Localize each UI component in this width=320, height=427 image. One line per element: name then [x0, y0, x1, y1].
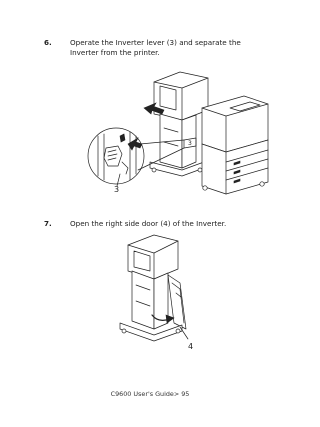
inverter-separation-illustration	[84, 70, 274, 200]
step-instruction: Open the right side door (4) of the Inverter.	[70, 219, 227, 228]
step-number: 7.	[44, 219, 52, 228]
svg-text:3: 3	[188, 140, 192, 147]
inverter-door-open-illustration	[106, 231, 216, 353]
callout-lever-number: 3	[114, 185, 120, 194]
step-instruction: Operate the Inverter lever (3) and separate the Inverter from the printer.	[70, 38, 241, 57]
page-footer: C9600 User's Guide> 95	[110, 390, 190, 398]
callout-door-number: 4	[188, 342, 194, 351]
step-number: 6.	[44, 38, 52, 47]
